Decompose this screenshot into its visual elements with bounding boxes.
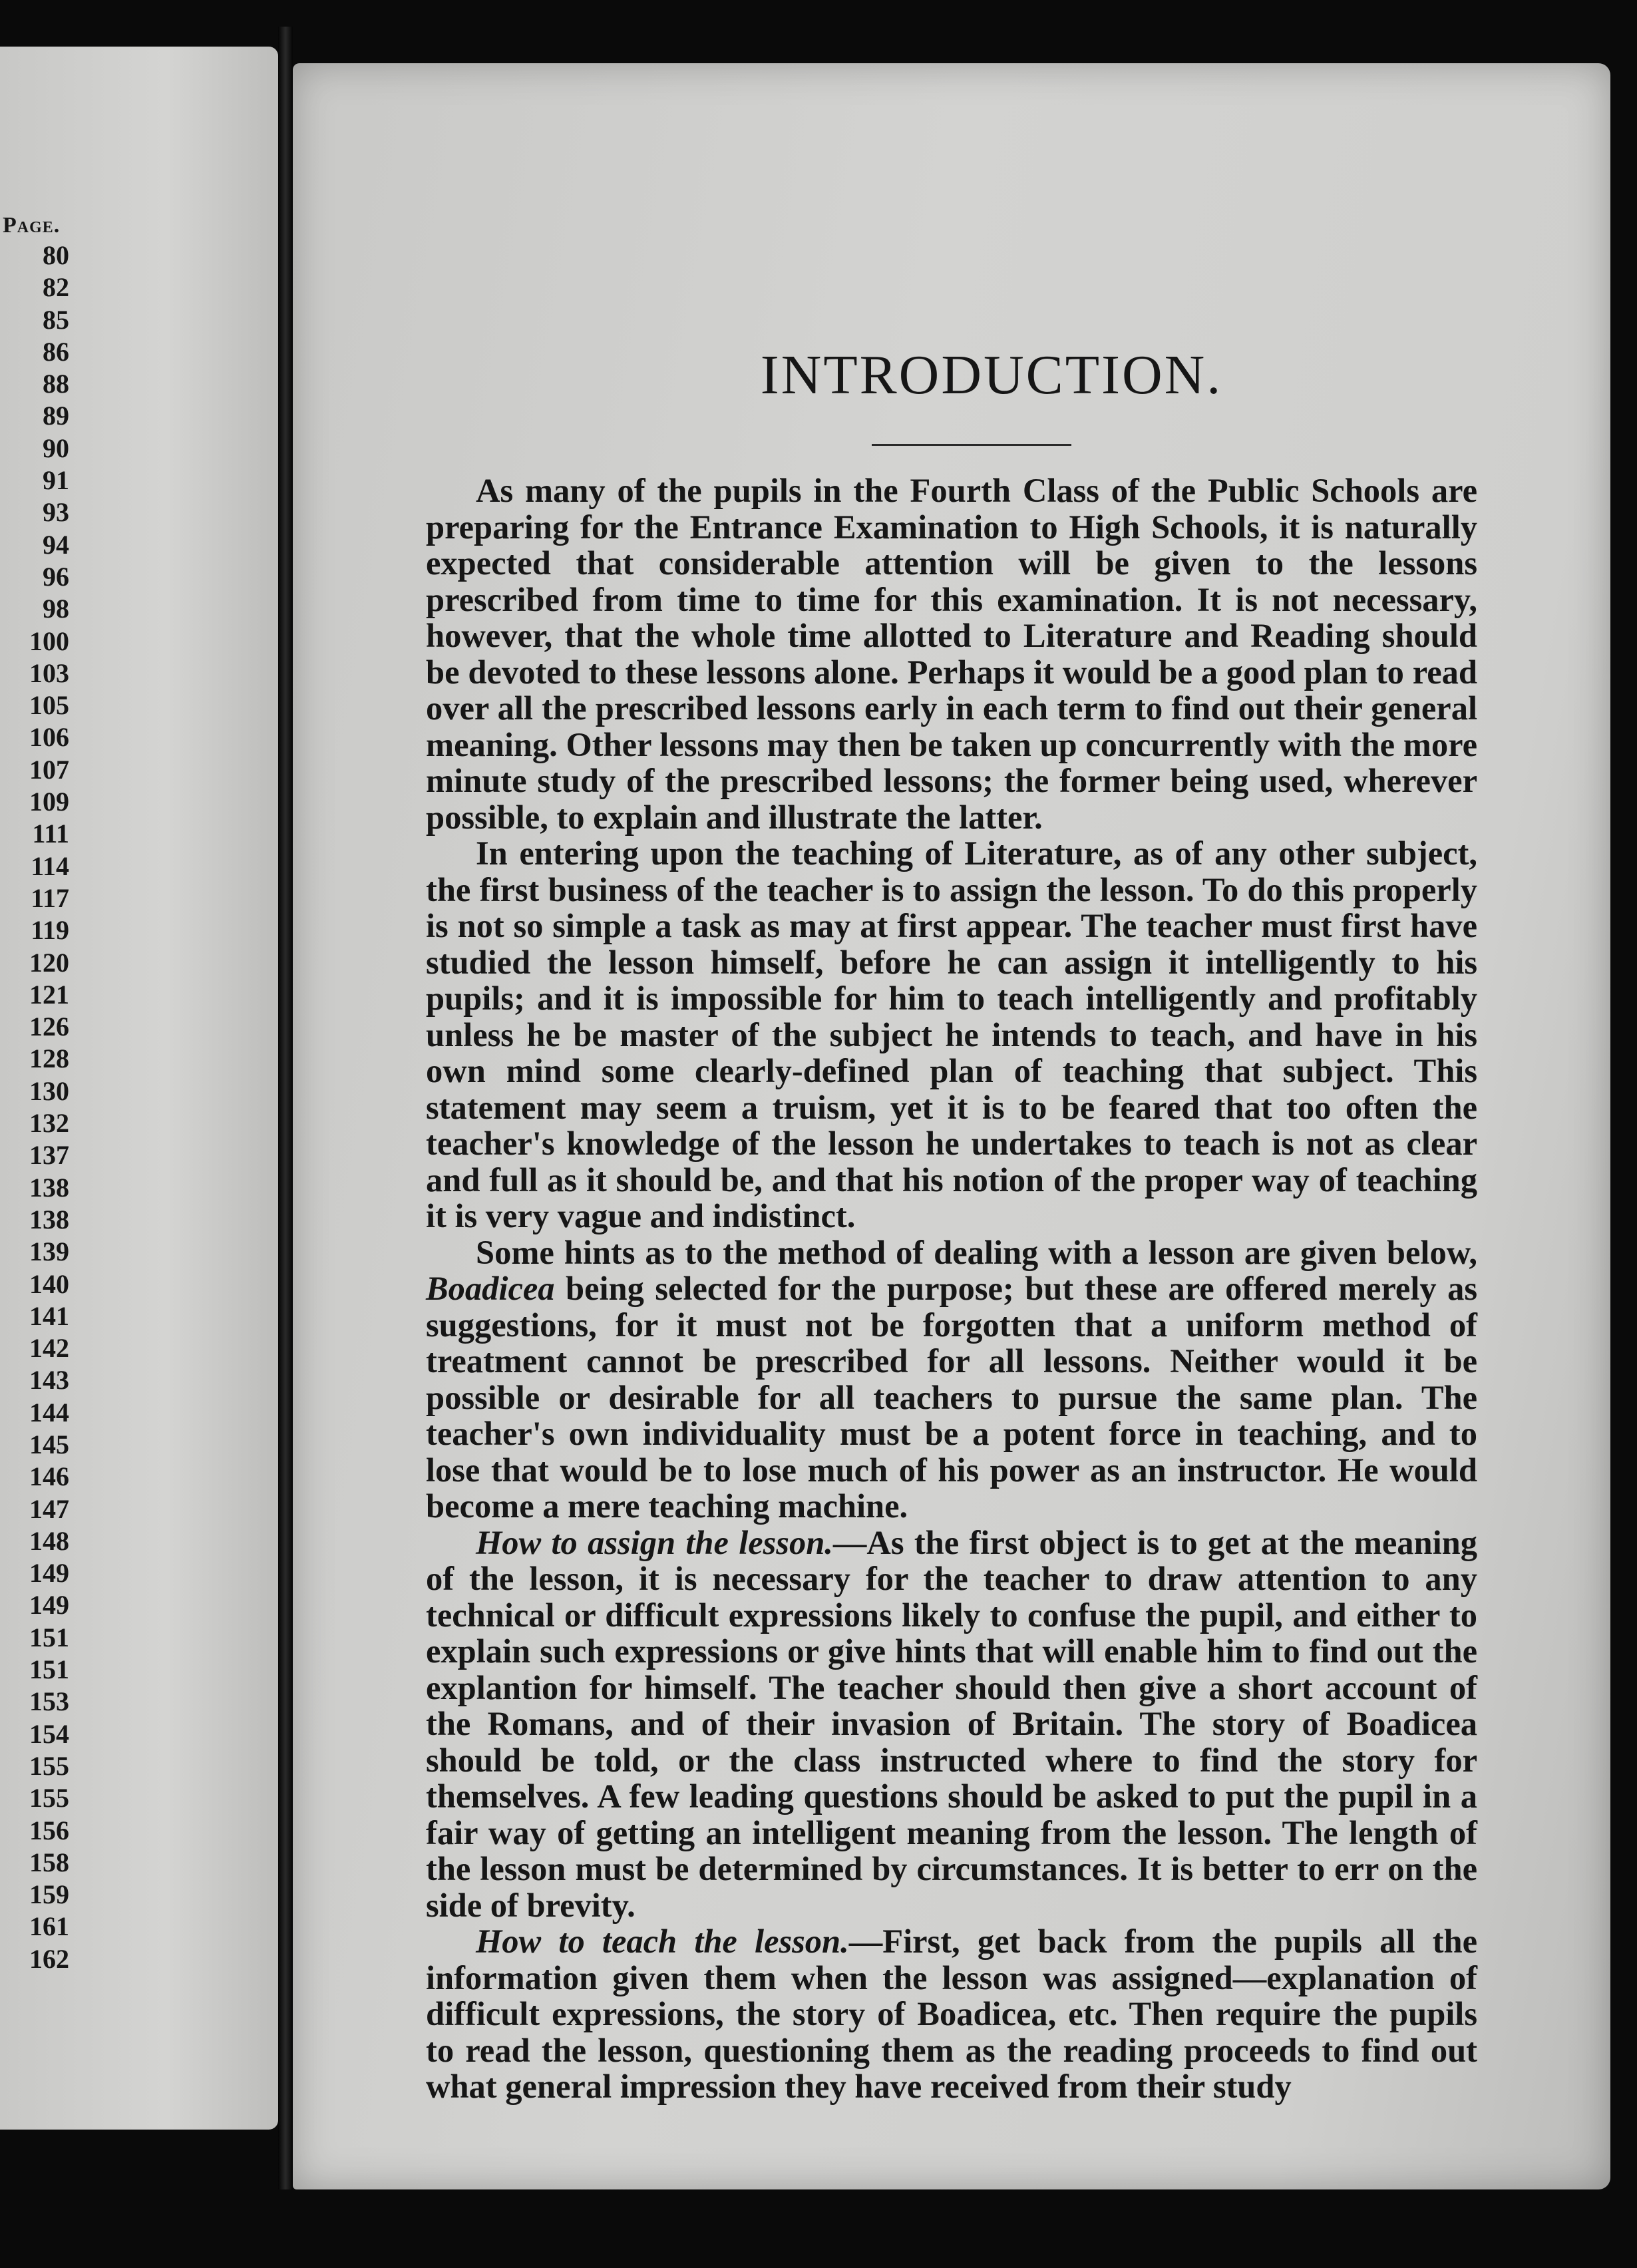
paragraph-text: In entering upon the teaching of Literature, as of any other subject, the first business of the teacher is to assign the lesson. To do this properly is not so simple a task as may at first appear. The teacher must first have studied the lesson himself, before he can assign it intelligently to his pupils; and it is impossible for him to teach intelligently and profitably unless he be master of the subject he intends to teach, and have in his own mind some clearly-defined plan of teaching that subject. This statement may seem a truism, yet it is to be feared that too often the teacher's knowledge of the lesson he undertakes to teach is not as clear and full as it should be, and that his notion of the proper way of teaching it is very vague and indistinct.: [426, 835, 1477, 1234]
page-number: 80: [43, 240, 69, 270]
body-text: [426, 472, 1477, 2105]
page-number: 149: [29, 1558, 69, 1589]
page-number: 142: [29, 1333, 69, 1364]
paragraph-lead: Some hints as to the method of dealing with a lesson are given below,: [476, 1233, 1477, 1271]
page-number: 111: [32, 819, 69, 849]
page-number: 143: [29, 1365, 69, 1396]
page-number: 86: [43, 336, 69, 367]
page-number: 139: [29, 1236, 69, 1267]
paragraph: [426, 835, 1477, 1234]
page-number: 140: [29, 1268, 69, 1299]
previous-page: [0, 47, 278, 2130]
book-gutter: [278, 27, 293, 2189]
page-number: 141: [29, 1300, 69, 1331]
paragraph-text: —First, get back from the pupils all the information given them when the lesson was assigned—explanation of difficult expressions, the story of Boadicea, etc. Then require the pupils to read the lesson, questioning them as the reading proceeds to find out what general impression they have received from their study: [426, 1923, 1477, 2105]
page-number: 85: [43, 304, 69, 335]
page-number: 126: [29, 1012, 69, 1042]
paragraph-text: —As the first object is to get at the meaning of the lesson, it is necessary for the teacher to draw attention to any technical or difficult expressions likely to confuse the pupil, and either to explain such expressions or give hints that will enable him to find out the explantion for himself. The teacher should then give a short account of the Romans, and of their invasion of Britain. The story of Boadicea should be told, or the class instructed where to find the story for themselves. A few leading questions should be asked to put the pupil in a fair way of getting an intelligent meaning from the lesson. The length of the lesson must be determined by circumstances. It is better to err on the side of brevity.: [426, 1523, 1477, 1924]
title-rule: [872, 444, 1071, 446]
paragraph: [426, 1923, 1477, 2105]
page-number: 105: [29, 690, 69, 721]
page-number: 151: [29, 1622, 69, 1652]
paragraph: [426, 1234, 1477, 1525]
paragraph-text: being selected for the purpose; but these are offered merely as suggestions, for it must not be forgotten that a uniform method of treatment cannot be prescribed for all lessons. Neither would it be possible or desirable for all teachers to pursue the same plan. The teacher's own individuality must be a potent force in teaching, and to lose that would be to lose much of his power as an instructor. He would become a mere teaching machine.: [426, 1270, 1477, 1525]
section-heading: How to teach the lesson.: [476, 1923, 849, 1960]
page-number: 162: [29, 1943, 69, 1974]
page-number: 156: [29, 1815, 69, 1845]
page-column-heading: Page.: [3, 213, 61, 238]
page-number: 154: [29, 1718, 69, 1749]
page-number: 117: [31, 882, 69, 913]
page-number: 89: [43, 401, 69, 431]
page-number: 100: [29, 626, 69, 656]
page-number: 98: [43, 594, 69, 624]
page-number: 103: [29, 658, 69, 688]
page-number: 106: [29, 722, 69, 753]
page-number: 88: [43, 369, 69, 399]
page-number: 132: [29, 1108, 69, 1139]
page-number: 119: [31, 915, 69, 946]
page-number: 153: [29, 1686, 69, 1717]
page-number: 109: [29, 787, 69, 817]
page-number: 158: [29, 1847, 69, 1877]
page-number: 138: [29, 1204, 69, 1234]
page-number: 148: [29, 1525, 69, 1556]
italic-title: Boadicea: [426, 1270, 555, 1307]
page-number: 96: [43, 561, 69, 592]
page-number: 155: [29, 1750, 69, 1781]
page-title: INTRODUCTION.: [760, 344, 1223, 406]
page-number: 146: [29, 1461, 69, 1492]
page-number: 145: [29, 1429, 69, 1459]
page-number: 144: [29, 1397, 69, 1427]
page-number: 91: [43, 465, 69, 496]
page-number: 120: [29, 947, 69, 978]
page-number: 128: [29, 1043, 69, 1074]
page-number: 161: [29, 1911, 69, 1942]
page-number: 114: [31, 850, 69, 881]
page-number: 138: [29, 1172, 69, 1203]
page-number: 149: [29, 1590, 69, 1620]
page-number: 82: [43, 272, 69, 303]
page-number: 130: [29, 1075, 69, 1106]
page-number: 94: [43, 529, 69, 560]
page-number: 90: [43, 433, 69, 463]
page-number: 93: [43, 497, 69, 528]
paragraph: [426, 1525, 1477, 1924]
page-number: 155: [29, 1783, 69, 1813]
page-number: 137: [29, 1140, 69, 1171]
page-number: 121: [29, 979, 69, 1010]
page-number: 147: [29, 1493, 69, 1524]
paragraph: [426, 472, 1477, 835]
page-number: 151: [29, 1654, 69, 1685]
current-page: [293, 63, 1610, 2189]
page-number-list: [0, 240, 69, 1975]
section-heading: How to assign the lesson.: [476, 1523, 833, 1561]
paragraph-text: As many of the pupils in the Fourth Class of the Public Schools are preparing for the Entrance Examination to High Schools, it is naturally expected that considerable attention will be given to the lessons prescribed from time to time for this examination. It is not necessary, however, that the whole time allotted to Literature and Reading should be devoted to these lessons alone. Perhaps it would be a good plan to read over all the prescribed lessons early in each term to find out their general meaning. Other lessons may then be taken up concurrently with the more minute study of the prescribed lessons; the former being used, wherever possible, to explain and illustrate the latter.: [426, 472, 1477, 836]
page-number: 107: [29, 754, 69, 785]
page-number: 159: [29, 1879, 69, 1910]
